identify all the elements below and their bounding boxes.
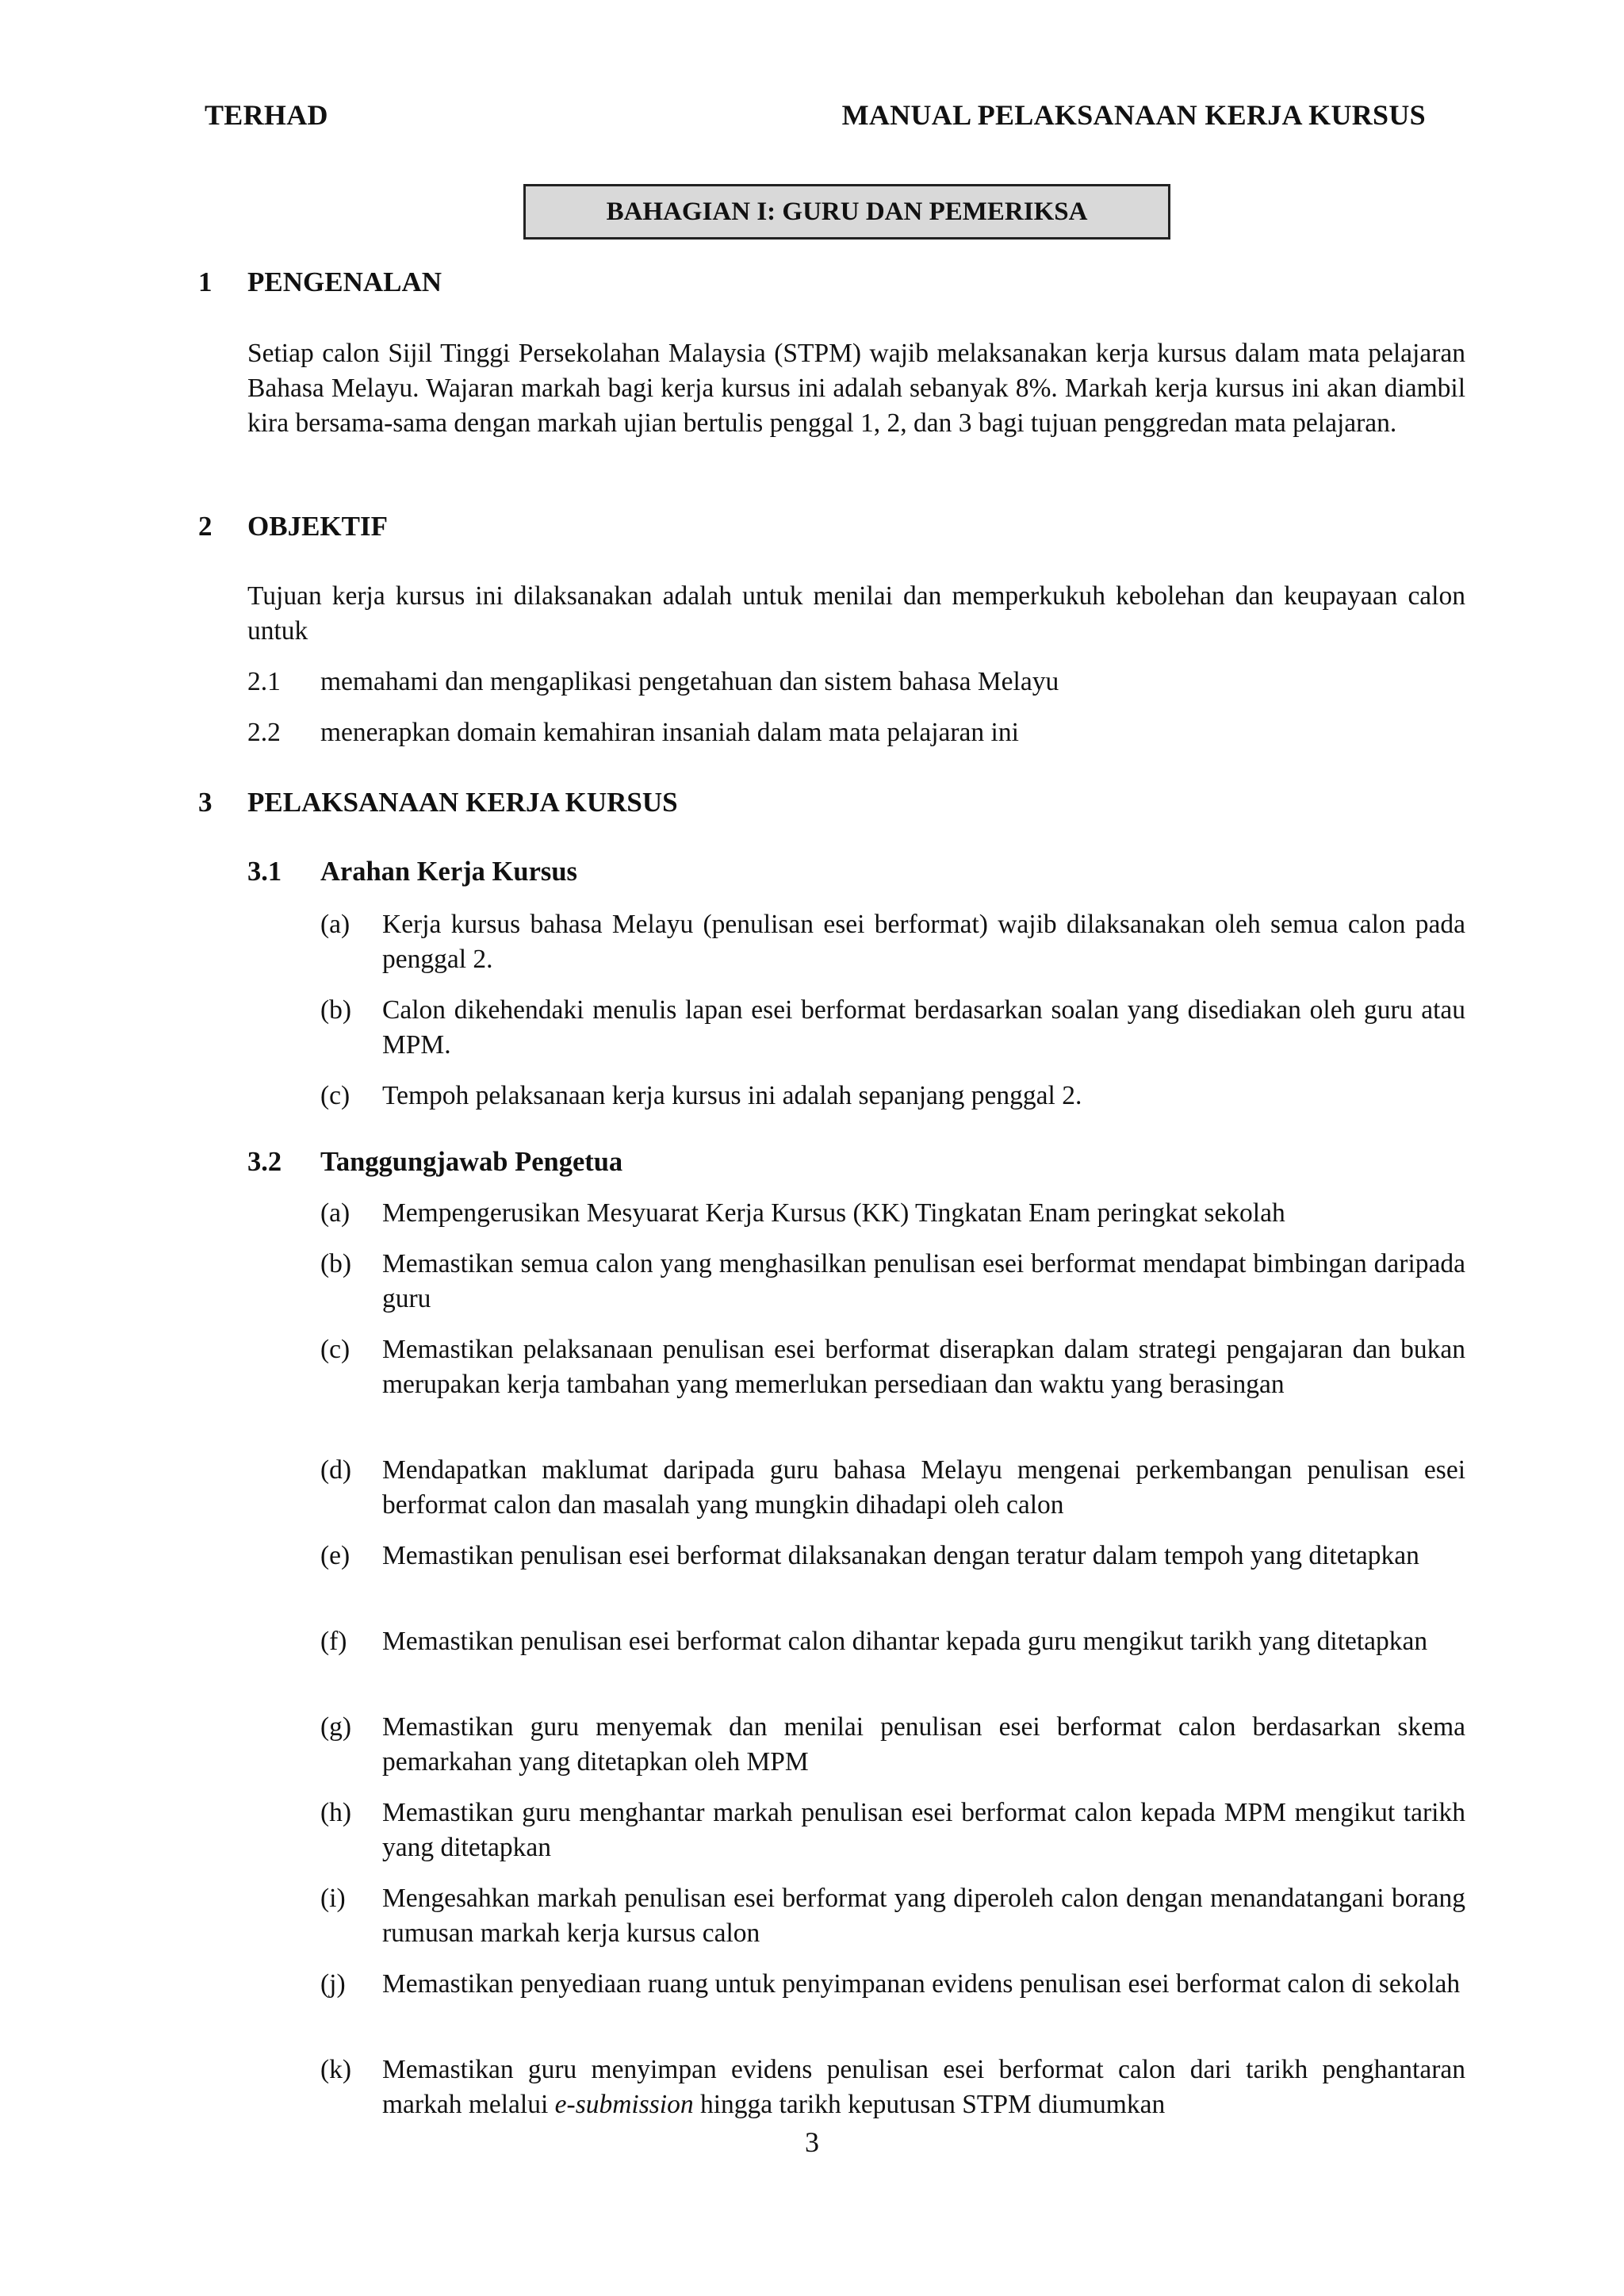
section-title: OBJEKTIF	[247, 511, 388, 542]
item-label: (i)	[320, 1884, 346, 1913]
item-text-part: hingga tarikh keputusan STPM diumumkan	[693, 2090, 1166, 2119]
item-text: Memastikan pelaksanaan penulisan esei berformat diserapkan dalam strategi pengajaran dan bukan merupakan kerja tambahan yang memerlukan persediaan dan waktu yang berasingan	[382, 1335, 1465, 1399]
list-item	[320, 1247, 1465, 1317]
item-label: (c)	[320, 1335, 350, 1364]
item-text: Calon dikehendaki menulis lapan esei berformat berdasarkan soalan yang disediakan oleh guru atau MPM.	[382, 995, 1465, 1060]
item-label: (a)	[320, 910, 350, 939]
list-item	[320, 1881, 1465, 1951]
section-title: PENGENALAN	[247, 266, 442, 297]
item-text-italic: e-submission	[554, 2090, 694, 2119]
item-text: Mendapatkan maklumat daripada guru bahasa Melayu mengenai perkembangan penulisan esei berformat calon dan masalah yang mungkin dihadapi oleh calon	[382, 1455, 1465, 1520]
objective-number: 2.2	[247, 718, 281, 747]
item-label: (d)	[320, 1455, 352, 1485]
subsection-heading-3-1	[247, 857, 577, 887]
item-label: (b)	[320, 1249, 352, 1278]
item-text-part: Memastikan guru menyimpan evidens penulisan esei berformat calon dari tarikh penghantaran markah melalui	[382, 2055, 1465, 2119]
section-title: PELAKSANAAN KERJA KURSUS	[247, 787, 678, 818]
objective-number: 2.1	[247, 667, 281, 696]
subsection-number: 3.1	[247, 857, 282, 887]
item-text: Memastikan guru menghantar markah penulisan esei berformat calon kepada MPM mengikut tarikh yang ditetapkan	[382, 1798, 1465, 1862]
subsection-heading-3-2	[247, 1147, 622, 1178]
page-number: 3	[805, 2126, 819, 2158]
list-item	[320, 1196, 1465, 1231]
list-item	[320, 1079, 1465, 1114]
item-label: (c)	[320, 1081, 350, 1110]
item-text: Kerja kursus bahasa Melayu (penulisan esei berformat) wajib dilaksanakan oleh semua calon pada penggal 2.	[382, 910, 1465, 974]
section-heading-3	[198, 787, 678, 818]
item-text: Memastikan guru menyemak dan menilai penulisan esei berformat calon berdasarkan skema pemarkahan yang ditetapkan oleh MPM	[382, 1712, 1465, 1777]
item-text: Memastikan penulisan esei berformat dilaksanakan dengan teratur dalam tempoh yang ditetapkan	[382, 1541, 1419, 1570]
section-heading-2	[198, 511, 388, 542]
item-text: Mengesahkan markah penulisan esei berformat yang diperoleh calon dengan menandatangani borang rumusan markah kerja kursus calon	[382, 1884, 1465, 1948]
item-text: Memastikan semua calon yang menghasilkan penulisan esei berformat mendapat bimbingan daripada guru	[382, 1249, 1465, 1313]
item-text: Memastikan penulisan esei berformat calon dihantar kepada guru mengikut tarikh yang ditetapkan	[382, 1627, 1428, 1656]
objective-item	[247, 665, 1465, 700]
objective-item	[247, 715, 1465, 750]
list-item	[320, 2053, 1465, 2122]
list-item	[320, 1967, 1465, 2002]
header-classification: TERHAD	[205, 99, 328, 131]
header-manual-title: MANUAL PELAKSANAAN KERJA KURSUS	[841, 99, 1426, 131]
list-item	[320, 1796, 1465, 1865]
section-2-paragraph: Tujuan kerja kursus ini dilaksanakan adalah untuk menilai dan memperkukuh kebolehan dan keupayaan calon untuk	[247, 581, 1465, 646]
item-label: (a)	[320, 1198, 350, 1228]
section-number: 3	[198, 787, 213, 818]
list-item	[320, 907, 1465, 977]
item-text: Mempengerusikan Mesyuarat Kerja Kursus (KK) Tingkatan Enam peringkat sekolah	[382, 1198, 1285, 1228]
section-heading-1	[198, 266, 442, 298]
section-number: 2	[198, 511, 213, 542]
subsection-number: 3.2	[247, 1147, 282, 1177]
item-label: (j)	[320, 1969, 346, 1999]
list-item	[320, 1539, 1465, 1573]
subsection-title: Tanggungjawab Pengetua	[320, 1147, 623, 1177]
list-item	[320, 1710, 1465, 1780]
list-item	[320, 993, 1465, 1063]
list-item	[320, 1332, 1465, 1402]
section-number: 1	[198, 266, 213, 297]
part-title: BAHAGIAN I: GURU DAN PEMERIKSA	[606, 197, 1088, 226]
subsection-title: Arahan Kerja Kursus	[320, 857, 577, 887]
item-label: (f)	[320, 1627, 347, 1656]
list-item	[320, 1624, 1465, 1659]
list-item	[320, 1453, 1465, 1523]
part-title-box	[523, 184, 1170, 240]
item-label: (g)	[320, 1712, 352, 1742]
item-text	[382, 2053, 1465, 2122]
item-text: Memastikan penyediaan ruang untuk penyimpanan evidens penulisan esei berformat calon di sekolah	[382, 1969, 1461, 1999]
item-label: (b)	[320, 995, 352, 1025]
objective-text: memahami dan mengaplikasi pengetahuan dan sistem bahasa Melayu	[320, 667, 1059, 696]
item-label: (k)	[320, 2055, 352, 2084]
item-label: (h)	[320, 1798, 352, 1827]
item-text: Tempoh pelaksanaan kerja kursus ini adalah sepanjang penggal 2.	[382, 1081, 1082, 1110]
objective-text: menerapkan domain kemahiran insaniah dalam mata pelajaran ini	[320, 718, 1019, 747]
item-label: (e)	[320, 1541, 350, 1570]
section-1-paragraph: Setiap calon Sijil Tinggi Persekolahan Malaysia (STPM) wajib melaksanakan kerja kursus dalam mata pelajaran Bahasa Melayu. Wajaran markah bagi kerja kursus ini adalah sebanyak 8%. Markah kerja kursus ini akan diambil kira bersama-sama dengan markah ujian bertulis penggal 1, 2, dan 3 bagi tujuan penggredan mata pelajaran.	[247, 339, 1465, 438]
